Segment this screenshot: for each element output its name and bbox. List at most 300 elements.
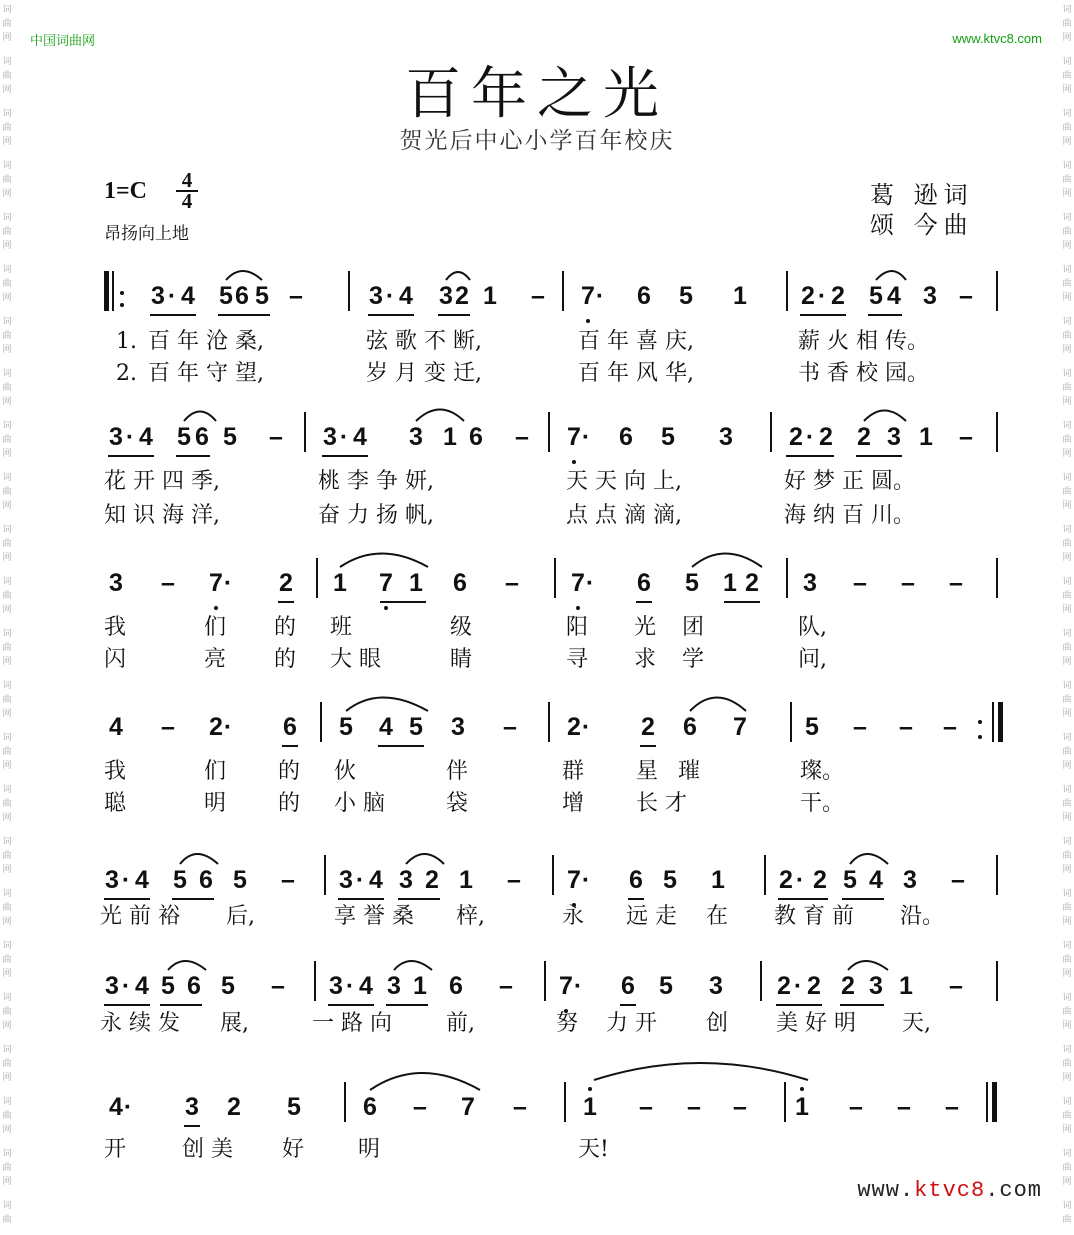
lyric: 班 bbox=[330, 615, 353, 640]
lyric: 寻 bbox=[566, 647, 589, 672]
watermark-glyph: 曲 bbox=[1062, 435, 1072, 445]
watermark-glyph: 词 bbox=[2, 473, 12, 483]
lower-octave-dot bbox=[586, 319, 590, 323]
eighth-underline bbox=[438, 314, 470, 316]
dash: – bbox=[507, 866, 521, 894]
eighth-underline bbox=[338, 898, 384, 900]
watermark-glyph: 网 bbox=[2, 761, 12, 771]
note: 1 bbox=[443, 423, 457, 451]
note: 3 bbox=[185, 1093, 199, 1121]
note: 4 bbox=[887, 282, 901, 310]
lyric: 远 走 bbox=[626, 904, 677, 929]
lyric: 聪 bbox=[104, 791, 127, 816]
note: 1 bbox=[733, 282, 747, 310]
lyric: 我 bbox=[104, 615, 127, 640]
watermark-glyph: 网 bbox=[2, 85, 12, 95]
watermark-glyph: 网 bbox=[2, 1125, 12, 1135]
dash: – bbox=[899, 713, 913, 741]
lyric: 干。 bbox=[800, 791, 845, 816]
augmentation-dot: · bbox=[355, 866, 365, 894]
slur bbox=[446, 272, 470, 280]
watermark-glyph: 词 bbox=[1062, 1201, 1072, 1211]
upper-octave-dot bbox=[800, 1087, 804, 1091]
barline bbox=[996, 961, 998, 1001]
note: 3 bbox=[409, 423, 423, 451]
watermark-glyph: 曲 bbox=[1062, 383, 1072, 393]
note: 5 bbox=[223, 423, 237, 451]
slur bbox=[864, 411, 906, 422]
dash: – bbox=[959, 282, 973, 310]
watermark-glyph: 曲 bbox=[2, 1059, 12, 1069]
note: 5 bbox=[161, 972, 175, 1000]
dash: – bbox=[853, 713, 867, 741]
page-title: 百年之光 bbox=[405, 62, 669, 127]
augmentation-dot: · bbox=[123, 1093, 133, 1121]
lyric: 队, bbox=[798, 615, 827, 640]
watermark-glyph: 词 bbox=[2, 161, 12, 171]
dash: – bbox=[515, 423, 529, 451]
logo-suffix: .com bbox=[985, 1178, 1042, 1203]
note: 3 bbox=[803, 569, 817, 597]
page-subtitle: 贺光后中心小学百年校庆 bbox=[399, 128, 675, 154]
eighth-underline bbox=[104, 898, 150, 900]
watermark-glyph: 词 bbox=[1062, 5, 1072, 15]
lyric: 的 bbox=[278, 791, 301, 816]
note: 4 bbox=[869, 866, 883, 894]
watermark-glyph: 词 bbox=[1062, 161, 1072, 171]
augmentation-dot: · bbox=[223, 569, 233, 597]
dash: – bbox=[733, 1093, 747, 1121]
augmentation-dot: · bbox=[805, 423, 815, 451]
watermark-glyph: 网 bbox=[1062, 1073, 1072, 1083]
barline bbox=[764, 855, 766, 895]
watermark-glyph: 网 bbox=[1062, 1177, 1072, 1187]
lyric: 书 香 校 园。 bbox=[798, 361, 929, 386]
note: 2 bbox=[279, 569, 293, 597]
barline bbox=[760, 961, 762, 1001]
watermark-glyph: 词 bbox=[1062, 993, 1072, 1003]
watermark-glyph: 曲 bbox=[2, 19, 12, 29]
watermark-glyph: 词 bbox=[1062, 525, 1072, 535]
watermark-glyph: 词 bbox=[1062, 837, 1072, 847]
time-signature-top: 4 bbox=[176, 171, 198, 192]
slur bbox=[226, 271, 262, 280]
watermark-glyph: 曲 bbox=[1062, 851, 1072, 861]
note: 3 bbox=[329, 972, 343, 1000]
watermark-glyph: 曲 bbox=[2, 955, 12, 965]
watermark-glyph: 曲 bbox=[2, 227, 12, 237]
augmentation-dot: · bbox=[223, 713, 233, 741]
dash: – bbox=[901, 569, 915, 597]
note: 2 bbox=[801, 282, 815, 310]
note: 3 bbox=[869, 972, 883, 1000]
watermark-glyph: 曲 bbox=[1062, 19, 1072, 29]
lyric: 伙 bbox=[334, 759, 357, 784]
barline bbox=[996, 855, 998, 895]
note: 1 bbox=[919, 423, 933, 451]
note: 2 bbox=[831, 282, 845, 310]
lyric: 长 才 bbox=[636, 791, 687, 816]
augmentation-dot: · bbox=[581, 713, 591, 741]
tempo-marking: 昂扬向上地 bbox=[104, 224, 189, 244]
note: 3 bbox=[105, 972, 119, 1000]
eighth-underline bbox=[368, 314, 414, 316]
watermark-glyph: 曲 bbox=[1062, 71, 1072, 81]
note: 6 bbox=[199, 866, 213, 894]
watermark-glyph: 曲 bbox=[2, 331, 12, 341]
barline bbox=[316, 558, 318, 598]
dash: – bbox=[281, 866, 295, 894]
watermark-glyph: 网 bbox=[1062, 813, 1072, 823]
augmentation-dot: · bbox=[795, 866, 805, 894]
note: 2 bbox=[841, 972, 855, 1000]
lyric: 开 bbox=[104, 1137, 127, 1162]
watermark-glyph: 曲 bbox=[1062, 1007, 1072, 1017]
slur bbox=[180, 854, 218, 864]
barline bbox=[314, 961, 316, 1001]
watermark-glyph: 网 bbox=[2, 33, 12, 43]
note: 6 bbox=[283, 713, 297, 741]
watermark-glyph: 词 bbox=[2, 265, 12, 275]
note: 5 bbox=[679, 282, 693, 310]
watermark-glyph: 网 bbox=[2, 397, 12, 407]
eighth-underline bbox=[386, 1004, 428, 1006]
note: 2 bbox=[455, 282, 469, 310]
barline bbox=[786, 271, 788, 311]
watermark-glyph: 词 bbox=[1062, 317, 1072, 327]
note: 5 bbox=[233, 866, 247, 894]
barline bbox=[992, 1082, 997, 1122]
note: 3 bbox=[903, 866, 917, 894]
watermark-glyph: 网 bbox=[2, 293, 12, 303]
eighth-underline bbox=[776, 1004, 822, 1006]
watermark-glyph: 网 bbox=[2, 605, 12, 615]
watermark-glyph: 网 bbox=[2, 1073, 12, 1083]
watermark-glyph: 曲 bbox=[2, 903, 12, 913]
watermark-glyph: 词 bbox=[2, 213, 12, 223]
lyric: 永 续 发 bbox=[100, 1011, 180, 1036]
eighth-underline bbox=[184, 1125, 200, 1127]
watermark-glyph: 网 bbox=[1062, 241, 1072, 251]
watermark-glyph: 曲 bbox=[1062, 539, 1072, 549]
slur bbox=[406, 854, 444, 864]
watermark-glyph: 曲 bbox=[2, 175, 12, 185]
note: 5 bbox=[221, 972, 235, 1000]
site-name-left[interactable]: 中国词曲网 bbox=[30, 34, 96, 49]
note: 1 bbox=[795, 1093, 809, 1121]
dash: – bbox=[413, 1093, 427, 1121]
lyric: 亮 bbox=[204, 647, 227, 672]
site-url-right[interactable]: www.ktvc8.com bbox=[952, 31, 1042, 46]
watermark-glyph: 词 bbox=[1062, 941, 1072, 951]
note: 2 bbox=[807, 972, 821, 1000]
note: 6 bbox=[629, 866, 643, 894]
eighth-underline bbox=[380, 601, 426, 603]
watermark-glyph: 曲 bbox=[2, 279, 12, 289]
lyric: 2. bbox=[116, 361, 137, 386]
note: 1 bbox=[723, 569, 737, 597]
augmentation-dot: · bbox=[595, 282, 605, 310]
barline bbox=[996, 558, 998, 598]
slur bbox=[370, 1073, 480, 1090]
watermark-glyph: 词 bbox=[1062, 1149, 1072, 1159]
note: 7 bbox=[567, 423, 581, 451]
watermark-glyph: 词 bbox=[2, 109, 12, 119]
note: 7 bbox=[733, 713, 747, 741]
slur bbox=[394, 961, 432, 970]
barline bbox=[996, 412, 998, 452]
lyric: 美 好 明 bbox=[776, 1011, 856, 1036]
dash: – bbox=[949, 569, 963, 597]
note: 2 bbox=[857, 423, 871, 451]
slur bbox=[690, 698, 746, 712]
eighth-underline bbox=[636, 601, 652, 603]
lyric: 展, bbox=[220, 1011, 249, 1036]
watermark-glyph: 词 bbox=[1062, 109, 1072, 119]
lyric: 袋 bbox=[446, 791, 469, 816]
note: 3 bbox=[109, 423, 123, 451]
lower-octave-dot bbox=[576, 606, 580, 610]
watermark-glyph: 词 bbox=[2, 733, 12, 743]
lyric: 级 bbox=[450, 615, 473, 640]
slur bbox=[184, 412, 216, 422]
note: 7 bbox=[571, 569, 585, 597]
dash: – bbox=[951, 866, 965, 894]
lyric: 伴 bbox=[446, 759, 469, 784]
dash: – bbox=[161, 569, 175, 597]
note: 6 bbox=[187, 972, 201, 1000]
barline bbox=[544, 961, 546, 1001]
eighth-underline bbox=[160, 1004, 202, 1006]
watermark-glyph: 曲 bbox=[1062, 799, 1072, 809]
barline bbox=[784, 1082, 786, 1122]
lyric: 增 bbox=[562, 791, 585, 816]
slur bbox=[346, 698, 428, 712]
watermark-glyph: 网 bbox=[1062, 189, 1072, 199]
lyric: 璀 bbox=[678, 759, 701, 784]
dash: – bbox=[499, 972, 513, 1000]
eighth-underline bbox=[378, 745, 424, 747]
watermark-glyph: 曲 bbox=[2, 1163, 12, 1173]
site-logo-bottom[interactable] bbox=[857, 1178, 1042, 1203]
watermark-glyph: 网 bbox=[2, 657, 12, 667]
lyric: 百 年 风 华, bbox=[578, 361, 694, 386]
watermark-glyph: 曲 bbox=[1062, 955, 1072, 965]
barline bbox=[112, 271, 114, 311]
repeat-dot bbox=[978, 735, 982, 739]
lyric: 明 bbox=[358, 1137, 381, 1162]
dash: – bbox=[289, 282, 303, 310]
note: 3 bbox=[451, 713, 465, 741]
note: 3 bbox=[387, 972, 401, 1000]
watermark-glyph: 网 bbox=[2, 501, 12, 511]
lyric: 百 年 沧 桑, bbox=[148, 329, 264, 354]
lyric: 璨。 bbox=[800, 759, 845, 784]
watermark-glyph: 词 bbox=[2, 317, 12, 327]
slur bbox=[848, 961, 888, 970]
watermark-glyph: 曲 bbox=[2, 643, 12, 653]
barline bbox=[554, 558, 556, 598]
dash: – bbox=[161, 713, 175, 741]
watermark-glyph: 词 bbox=[1062, 577, 1072, 587]
augmentation-dot: · bbox=[167, 282, 177, 310]
dash: – bbox=[959, 423, 973, 451]
note: 2 bbox=[641, 713, 655, 741]
lyric: 百 年 喜 庆, bbox=[578, 329, 694, 354]
watermark-glyph: 曲 bbox=[2, 539, 12, 549]
note: 2 bbox=[425, 866, 439, 894]
lyric: 我 bbox=[104, 759, 127, 784]
lyric: 海 纳 百 川。 bbox=[784, 503, 915, 528]
tie bbox=[594, 1063, 808, 1080]
note: 4 bbox=[379, 713, 393, 741]
barline bbox=[562, 271, 564, 311]
watermark-glyph: 曲 bbox=[1062, 123, 1072, 133]
eighth-underline bbox=[640, 745, 656, 747]
lyric: 问, bbox=[798, 647, 827, 672]
slur bbox=[692, 554, 762, 568]
note: 7 bbox=[379, 569, 393, 597]
lyric: 岁 月 变 迁, bbox=[366, 361, 482, 386]
barline bbox=[104, 271, 109, 311]
note: 4 bbox=[369, 866, 383, 894]
eighth-underline bbox=[104, 1004, 150, 1006]
note: 7 bbox=[209, 569, 223, 597]
lyric: 睛 bbox=[450, 647, 473, 672]
note: 7 bbox=[581, 282, 595, 310]
watermark-glyph: 曲 bbox=[1062, 1059, 1072, 1069]
note: 6 bbox=[637, 569, 651, 597]
note: 5 bbox=[869, 282, 883, 310]
note: 3 bbox=[151, 282, 165, 310]
watermark-glyph: 词 bbox=[2, 889, 12, 899]
dash: – bbox=[853, 569, 867, 597]
watermark-glyph: 网 bbox=[1062, 397, 1072, 407]
note: 5 bbox=[177, 423, 191, 451]
dash: – bbox=[943, 713, 957, 741]
note: 5 bbox=[255, 282, 269, 310]
time-signature-bottom: 4 bbox=[181, 189, 193, 213]
logo-prefix: www. bbox=[857, 1178, 915, 1203]
lower-octave-dot bbox=[384, 606, 388, 610]
barline bbox=[324, 855, 326, 895]
augmentation-dot: · bbox=[121, 866, 131, 894]
note: 1 bbox=[413, 972, 427, 1000]
dash: – bbox=[897, 1093, 911, 1121]
note: 1 bbox=[583, 1093, 597, 1121]
note: 5 bbox=[173, 866, 187, 894]
barline bbox=[564, 1082, 566, 1122]
dash: – bbox=[849, 1093, 863, 1121]
note: 6 bbox=[449, 972, 463, 1000]
note: 5 bbox=[843, 866, 857, 894]
eighth-underline bbox=[842, 898, 884, 900]
watermark-glyph: 曲 bbox=[1062, 279, 1072, 289]
note: 3 bbox=[709, 972, 723, 1000]
note: 4 bbox=[399, 282, 413, 310]
lyric: 光 bbox=[634, 615, 657, 640]
note: 6 bbox=[453, 569, 467, 597]
lyric: 花 开 四 季, bbox=[104, 469, 220, 494]
note: 5 bbox=[685, 569, 699, 597]
watermark-glyph: 曲 bbox=[1062, 903, 1072, 913]
note: 6 bbox=[363, 1093, 377, 1121]
watermark-glyph: 词 bbox=[1062, 889, 1072, 899]
lyric: 教 育 前 bbox=[774, 904, 854, 929]
barline bbox=[548, 412, 550, 452]
watermark-glyph: 词 bbox=[1062, 681, 1072, 691]
watermark-glyph: 曲 bbox=[2, 435, 12, 445]
watermark-glyph: 网 bbox=[1062, 761, 1072, 771]
eighth-underline bbox=[322, 455, 368, 457]
augmentation-dot: · bbox=[339, 423, 349, 451]
watermark-glyph: 词 bbox=[2, 1149, 12, 1159]
watermark-glyph: 网 bbox=[2, 1021, 12, 1031]
lyric: 们 bbox=[204, 615, 227, 640]
dash: – bbox=[505, 569, 519, 597]
lyric: 学 bbox=[682, 647, 705, 672]
note: 3 bbox=[923, 282, 937, 310]
eighth-underline bbox=[620, 1004, 636, 1006]
watermark-glyph: 网 bbox=[2, 345, 12, 355]
watermark-glyph: 曲 bbox=[1062, 591, 1072, 601]
lyric: 求 bbox=[634, 647, 657, 672]
note: 5 bbox=[287, 1093, 301, 1121]
barline bbox=[320, 702, 322, 742]
barline bbox=[790, 702, 792, 742]
barline bbox=[786, 558, 788, 598]
watermark-glyph: 词 bbox=[1062, 421, 1072, 431]
barline bbox=[986, 1082, 988, 1122]
dash: – bbox=[949, 972, 963, 1000]
dash: – bbox=[269, 423, 283, 451]
lyric: 享 誉 桑 bbox=[334, 904, 414, 929]
lyric: 创 美 bbox=[182, 1137, 233, 1162]
watermark-glyph: 网 bbox=[1062, 553, 1072, 563]
lyric: 的 bbox=[278, 759, 301, 784]
note: 7 bbox=[559, 972, 573, 1000]
slur bbox=[340, 554, 428, 568]
note: 1 bbox=[483, 282, 497, 310]
watermark-glyph: 网 bbox=[1062, 33, 1072, 43]
watermark-glyph: 网 bbox=[2, 137, 12, 147]
watermark-glyph: 词 bbox=[2, 421, 12, 431]
watermark-glyph: 词 bbox=[2, 57, 12, 67]
dash: – bbox=[687, 1093, 701, 1121]
watermark-glyph: 网 bbox=[1062, 709, 1072, 719]
slur bbox=[850, 854, 888, 864]
watermark-glyph: 词 bbox=[2, 785, 12, 795]
repeat-dot bbox=[120, 291, 124, 295]
watermark-glyph: 词 bbox=[2, 525, 12, 535]
barline bbox=[552, 855, 554, 895]
augmentation-dot: · bbox=[817, 282, 827, 310]
dash: – bbox=[271, 972, 285, 1000]
lyric: 一 路 向 bbox=[312, 1011, 392, 1036]
lyric: 百 年 守 望, bbox=[148, 361, 264, 386]
watermark-glyph: 网 bbox=[2, 241, 12, 251]
watermark-glyph: 曲 bbox=[2, 591, 12, 601]
note: 1 bbox=[711, 866, 725, 894]
eighth-underline bbox=[868, 314, 902, 316]
note: 6 bbox=[619, 423, 633, 451]
watermark-glyph: 词 bbox=[1062, 213, 1072, 223]
note: 2 bbox=[777, 972, 791, 1000]
note: 4 bbox=[353, 423, 367, 451]
watermark-glyph: 曲 bbox=[2, 487, 12, 497]
watermark-glyph: 词 bbox=[1062, 733, 1072, 743]
watermark-glyph: 曲 bbox=[2, 1007, 12, 1017]
